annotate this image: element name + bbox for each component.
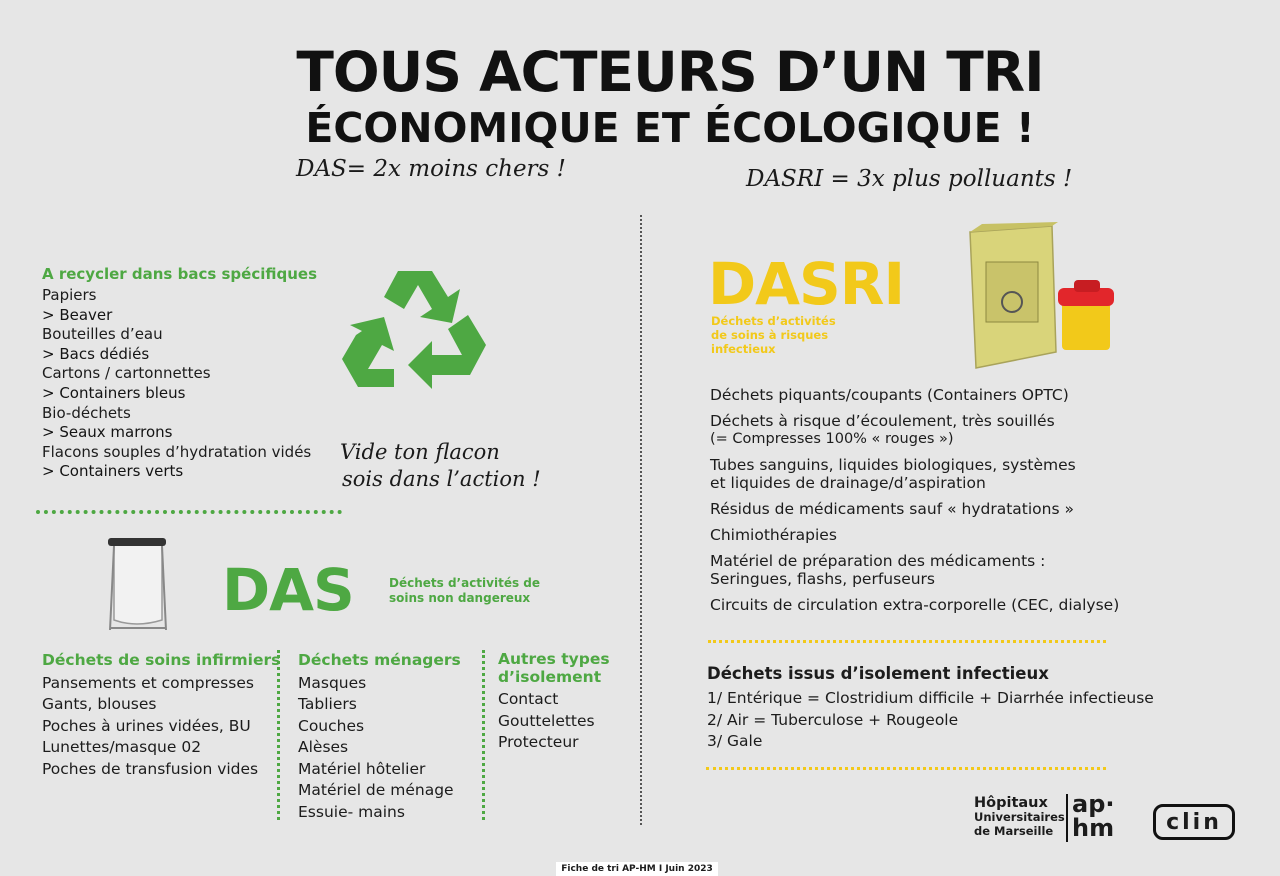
- aphm-logo-mark: [1072, 792, 1115, 840]
- waste-bag-holder-icon: [106, 536, 170, 634]
- recycle-list: [42, 286, 311, 482]
- logo-mark-bottom: hm: [1072, 814, 1115, 842]
- recycle-icon: [336, 265, 500, 421]
- dasri-acronym: DASRI: [708, 250, 905, 318]
- das-column-nursing: [42, 650, 280, 780]
- list-item: Déchets piquants/coupants (Containers OPTC): [710, 386, 1069, 404]
- list-item: Matériel hôtelier: [298, 759, 426, 778]
- das-column-isolation: [498, 650, 610, 754]
- dasri-subtitle-line: infectieux: [711, 342, 776, 356]
- list-item: Protecteur: [498, 733, 579, 751]
- logo-divider: [1066, 794, 1068, 842]
- logo-text-line: Universitaires: [974, 810, 1065, 824]
- footer-caption: Fiche de tri AP-HM I Juin 2023: [556, 862, 718, 876]
- list-item: 1/ Entérique = Clostridium difficile + Diarrhée infectieuse: [707, 689, 1154, 707]
- logo-text-line: de Marseille: [974, 824, 1054, 838]
- dasri-subtitle-line: Déchets d’activités: [711, 314, 836, 328]
- list-item: Alèses: [298, 738, 349, 756]
- das-cost-note: DAS= 2x moins chers !: [296, 156, 566, 182]
- slogan-line1: Vide ton flacon: [340, 440, 500, 464]
- recycle-item-dest: > Seaux marrons: [42, 423, 173, 442]
- das-column-heading: d’isolement: [498, 668, 602, 686]
- list-item: 2/ Air = Tuberculose + Rougeole: [707, 710, 959, 729]
- list-item: Poches de transfusion vides: [42, 759, 259, 778]
- column-divider: [482, 650, 485, 820]
- dasri-container-icon: [962, 222, 1122, 372]
- list-item: Déchets à risque d’écoulement, très souillés: [710, 412, 1055, 430]
- list-item: Matériel de ménage: [298, 781, 454, 799]
- list-item: Essuie- mains: [298, 802, 405, 821]
- das-column-heading: Autres types: [498, 650, 610, 668]
- list-item: Lunettes/masque 02: [42, 738, 202, 756]
- recycle-item-dest: > Containers bleus: [42, 383, 186, 402]
- slogan-line2: sois dans l’action !: [342, 467, 541, 491]
- das-subtitle-line: soins non dangereux: [389, 591, 531, 605]
- list-item: Chimiothérapies: [710, 526, 837, 544]
- recycle-item-dest: > Beaver: [42, 305, 113, 324]
- list-item: Circuits de circulation extra-corporelle (CEC, dialyse): [710, 596, 1120, 614]
- list-item: Masques: [298, 673, 367, 692]
- das-subtitle: [389, 576, 540, 606]
- list-item: Tubes sanguins, liquides biologiques, systèmes: [710, 456, 1076, 474]
- list-item: Contact: [498, 690, 559, 708]
- isolation-heading: Déchets issus d’isolement infectieux: [707, 664, 1049, 683]
- recycle-heading: A recycler dans bacs spécifiques: [42, 265, 317, 283]
- yellow-separator: [706, 767, 1106, 770]
- das-column-heading: Déchets ménagers: [298, 651, 461, 669]
- list-item: Gants, blouses: [42, 695, 157, 713]
- dasri-pollution-note: DASRI = 3x plus polluants !: [746, 166, 1073, 192]
- das-subtitle-line: Déchets d’activités de: [389, 576, 541, 590]
- das-column-heading: Déchets de soins infirmiers: [42, 651, 281, 669]
- das-column-household: [298, 650, 461, 823]
- green-separator: [36, 510, 342, 514]
- column-divider: [277, 650, 280, 820]
- dasri-subtitle-line: de soins à risques: [711, 328, 829, 342]
- list-item: Résidus de médicaments sauf « hydratations »: [710, 500, 1074, 518]
- recycle-item-label: Bio-déchets: [42, 403, 131, 422]
- center-divider: [640, 215, 642, 825]
- aphm-logo-text: [974, 796, 1065, 838]
- list-item: Matériel de préparation des médicaments :: [710, 552, 1046, 570]
- recycle-item-label: Flacons souples d’hydratation vidés: [42, 442, 312, 461]
- yellow-separator: [708, 640, 1106, 643]
- logo-text-line: Hôpitaux: [974, 795, 1048, 811]
- recycle-item-label: Papiers: [42, 286, 97, 304]
- isolation-list: [707, 688, 1154, 753]
- recycle-item-label: Cartons / cartonnettes: [42, 364, 211, 383]
- page-subtitle: ÉCONOMIQUE ET ÉCOLOGIQUE !: [305, 104, 1035, 152]
- list-item: Tabliers: [298, 695, 357, 713]
- dasri-list: [710, 386, 1119, 614]
- list-item: Poches à urines vidées, BU: [42, 716, 251, 735]
- dasri-subtitle: [711, 314, 836, 356]
- list-item: 3/ Gale: [707, 732, 763, 750]
- list-item-detail: Seringues, flashs, perfuseurs: [710, 570, 936, 588]
- list-item: Gouttelettes: [498, 711, 595, 730]
- list-item: Couches: [298, 716, 365, 735]
- list-item: Pansements et compresses: [42, 673, 254, 692]
- clin-logo-text: clin: [1166, 809, 1222, 835]
- recycle-item-dest: > Bacs dédiés: [42, 344, 150, 363]
- page-title: TOUS ACTEURS D’UN TRI: [296, 40, 1044, 104]
- logo-mark-top: ap·: [1072, 790, 1115, 818]
- list-item-detail: (= Compresses 100% « rouges »): [710, 431, 954, 447]
- clin-logo: [1153, 804, 1235, 840]
- list-item-detail: et liquides de drainage/d’aspiration: [710, 474, 986, 492]
- das-acronym: DAS: [222, 556, 354, 624]
- recycle-item-dest: > Containers verts: [42, 462, 184, 481]
- recycle-item-label: Bouteilles d’eau: [42, 325, 163, 344]
